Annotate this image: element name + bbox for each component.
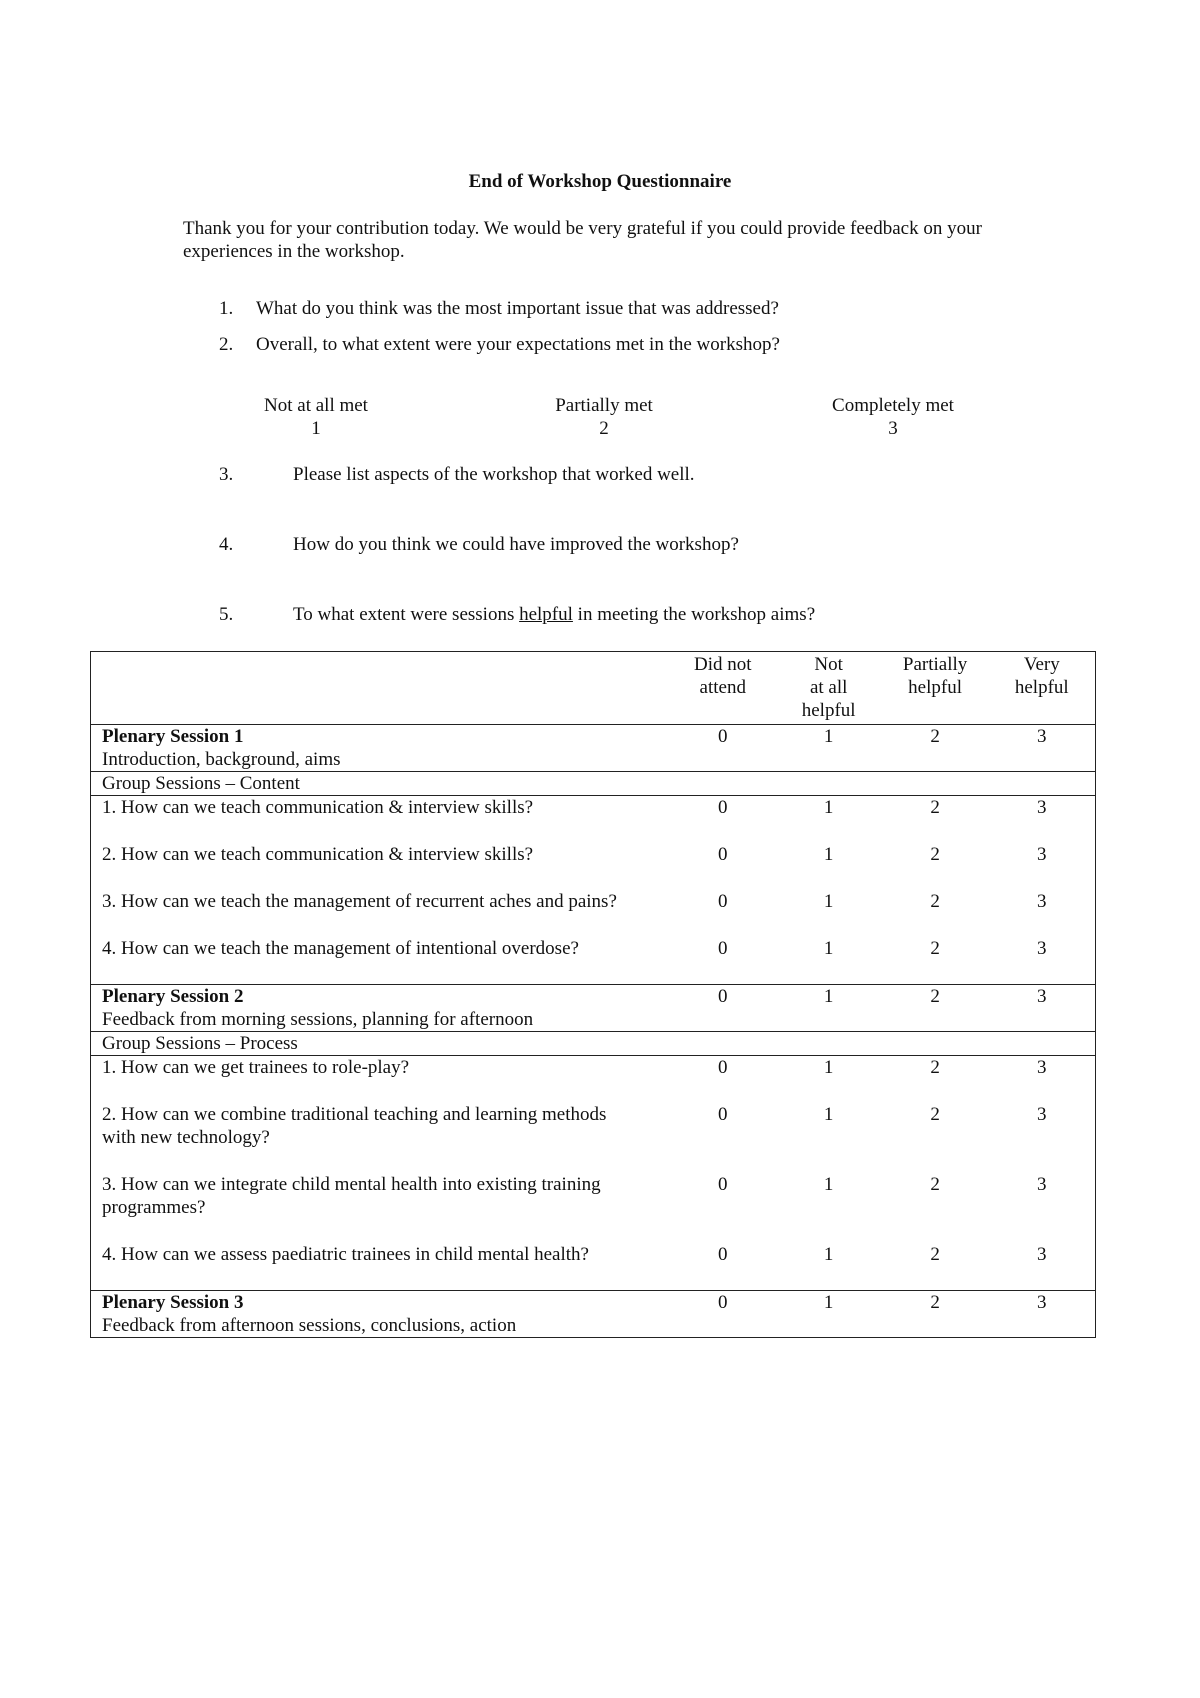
score-cell[interactable]: 2 — [930, 1104, 940, 1125]
intro-text: Thank you for your contribution today. We would be very grateful if you could provide feedback on your experiences in the workshop. — [183, 218, 982, 262]
score-cell[interactable]: 2 — [930, 1174, 940, 1195]
scale-option-1[interactable] — [216, 394, 416, 440]
score-cell[interactable]: 3 — [1037, 1104, 1047, 1125]
row-label — [91, 1291, 670, 1338]
header-line: helpful — [801, 700, 856, 721]
score-cell[interactable]: 1 — [823, 1104, 834, 1125]
question-number: 4. — [219, 534, 234, 555]
header-very-helpful — [989, 652, 1096, 725]
row-label: 2. How can we teach communication & interview skills? — [102, 844, 534, 865]
question-text: What do you think was the most important issue that was addressed? — [256, 298, 779, 319]
score-cell[interactable]: 2 — [882, 725, 989, 772]
row-label: 1. How can we teach communication & interview skills? — [91, 796, 670, 844]
score-cell[interactable]: 2 — [882, 796, 989, 844]
question-text: Please list aspects of the workshop that worked well. — [293, 464, 695, 485]
score-cell[interactable]: 3 — [989, 1056, 1096, 1104]
session-title: Plenary Session 1 — [102, 726, 244, 747]
score-cell[interactable]: 0 — [670, 985, 776, 1032]
score-cell[interactable]: 0 — [718, 844, 728, 865]
session-title: Plenary Session 3 — [102, 1292, 244, 1313]
row-label — [91, 985, 670, 1032]
score-cell[interactable]: 0 — [670, 796, 776, 844]
header-line: helpful — [1014, 677, 1069, 698]
score-cell[interactable]: 0 — [718, 1104, 728, 1125]
header-partially-helpful — [882, 652, 989, 725]
scale-value: 2 — [599, 418, 609, 439]
session-desc: Feedback from morning sessions, planning for afternoon — [102, 1009, 534, 1030]
header-line: helpful — [908, 677, 962, 698]
section-heading-row — [91, 772, 1096, 796]
score-cell[interactable]: 1 — [823, 938, 834, 959]
score-cell[interactable]: 1 — [776, 1056, 882, 1104]
score-cell[interactable]: 3 — [1037, 844, 1047, 865]
header-line: at all — [809, 677, 848, 698]
scale-label: Partially met — [555, 395, 653, 416]
table-header-row — [91, 652, 1096, 725]
session-title: Plenary Session 2 — [102, 986, 244, 1007]
score-cell[interactable]: 2 — [930, 1244, 940, 1265]
score-cell[interactable]: 1 — [823, 844, 834, 865]
section-heading-row — [91, 1032, 1096, 1056]
table-row — [91, 937, 1096, 985]
table-row-plenary-2 — [91, 985, 1096, 1032]
table-row — [91, 1056, 1096, 1104]
question-text: How do you think we could have improved the workshop? — [293, 534, 739, 555]
header-line: Partially — [902, 654, 968, 675]
table-row — [91, 1173, 1096, 1243]
section-heading: Group Sessions – Content — [91, 772, 1096, 796]
score-cell[interactable]: 0 — [718, 1174, 728, 1195]
row-label: 2. How can we combine traditional teaching and learning methods with new technology? — [102, 1104, 607, 1148]
score-cell[interactable]: 0 — [670, 1291, 776, 1338]
page-title: End of Workshop Questionnaire — [468, 171, 732, 192]
score-cell[interactable]: 2 — [882, 985, 989, 1032]
underlined-keyword: helpful — [519, 604, 573, 625]
score-cell[interactable]: 0 — [718, 891, 728, 912]
question-number: 1. — [219, 298, 234, 319]
question-text — [293, 604, 815, 626]
score-cell[interactable]: 2 — [930, 844, 940, 865]
score-cell[interactable]: 3 — [989, 1291, 1096, 1338]
session-ratings-table — [90, 651, 1096, 1338]
table-row — [91, 796, 1096, 844]
table-row — [91, 890, 1096, 937]
score-cell[interactable]: 2 — [930, 938, 940, 959]
section-heading: Group Sessions – Process — [91, 1032, 1096, 1056]
score-cell[interactable]: 1 — [823, 1174, 834, 1195]
header-did-not-attend — [670, 652, 776, 725]
header-line: attend — [699, 677, 746, 698]
score-cell[interactable]: 3 — [989, 796, 1096, 844]
table-row-plenary-3 — [91, 1291, 1096, 1338]
table-row — [91, 1103, 1096, 1173]
header-line: Very — [1023, 654, 1060, 675]
scale-option-3[interactable] — [793, 394, 993, 440]
row-label: 4. How can we teach the management of intentional overdose? — [102, 938, 579, 959]
table-row-plenary-1 — [91, 725, 1096, 772]
score-cell[interactable]: 1 — [776, 1291, 882, 1338]
session-desc: Introduction, background, aims — [102, 749, 341, 770]
score-cell[interactable]: 3 — [1037, 891, 1047, 912]
score-cell[interactable]: 1 — [776, 985, 882, 1032]
question-number: 3. — [219, 464, 234, 485]
score-cell[interactable]: 1 — [776, 796, 882, 844]
question-text-part: in meeting the workshop aims? — [572, 604, 816, 625]
row-label: 3. How can we integrate child mental health into existing training programmes? — [102, 1174, 601, 1218]
score-cell[interactable]: 0 — [718, 938, 728, 959]
scale-label: Completely met — [832, 395, 954, 416]
row-label: 4. How can we assess paediatric trainees in child mental health? — [102, 1244, 589, 1265]
session-desc: Feedback from afternoon sessions, conclusions, action — [102, 1315, 517, 1336]
header-line: Did not — [694, 654, 752, 675]
score-cell[interactable]: 3 — [1037, 1244, 1047, 1265]
score-cell[interactable]: 0 — [670, 1056, 776, 1104]
score-cell[interactable]: 3 — [1037, 938, 1047, 959]
question-number: 2. — [219, 334, 234, 355]
table-row — [91, 1243, 1096, 1291]
scale-value: 1 — [311, 418, 321, 439]
header-blank — [91, 652, 670, 725]
score-cell[interactable]: 1 — [823, 1244, 834, 1265]
row-label: 1. How can we get trainees to role-play? — [91, 1056, 670, 1104]
score-cell[interactable]: 3 — [1037, 1174, 1047, 1195]
scale-label: Not at all met — [264, 395, 368, 416]
table-row — [91, 843, 1096, 890]
score-cell[interactable]: 3 — [989, 985, 1096, 1032]
header-not-at-all-helpful — [776, 652, 882, 725]
question-text-part: To what extent were sessions — [293, 604, 520, 625]
row-label — [91, 725, 670, 772]
score-cell[interactable]: 3 — [989, 725, 1096, 772]
scale-value: 3 — [888, 418, 898, 439]
score-cell[interactable]: 1 — [776, 725, 882, 772]
score-cell[interactable]: 2 — [930, 891, 940, 912]
question-number: 5. — [219, 604, 234, 625]
row-label: 3. How can we teach the management of recurrent aches and pains? — [102, 891, 617, 912]
question-text: Overall, to what extent were your expectations met in the workshop? — [256, 334, 780, 355]
score-cell[interactable]: 0 — [670, 725, 776, 772]
score-cell[interactable]: 2 — [882, 1291, 989, 1338]
score-cell[interactable]: 2 — [882, 1056, 989, 1104]
scale-option-2[interactable] — [504, 394, 704, 440]
header-line: Not — [814, 654, 843, 675]
score-cell[interactable]: 0 — [718, 1244, 728, 1265]
score-cell[interactable]: 1 — [823, 891, 834, 912]
